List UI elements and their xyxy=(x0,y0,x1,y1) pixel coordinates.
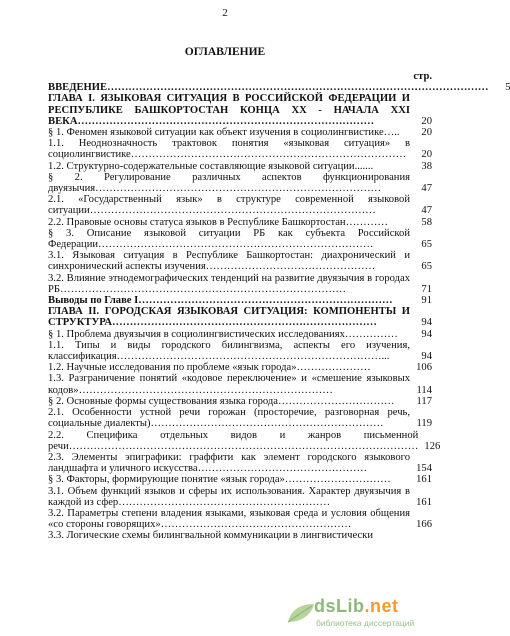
toc-title: ОГЛАВЛЕНИЕ xyxy=(184,46,266,58)
toc-entry xyxy=(48,273,432,295)
toc-entry xyxy=(48,452,432,474)
toc-entry-page: 5 xyxy=(505,82,510,94)
toc-entry xyxy=(48,82,510,94)
toc-entry xyxy=(48,250,432,272)
toc-entry-page: 65 xyxy=(421,261,432,273)
toc-entry-text: § 3. Факторы, формирующие понятие «язык города»………………………… xyxy=(48,474,391,486)
toc-entry-page: 161 xyxy=(416,496,432,508)
toc-entry-text: 2.2. Правовые основы статуса языков в Республике Башкортостан………… xyxy=(48,216,388,228)
page-column-header: стр. xyxy=(413,71,432,82)
toc-entry-page: 71 xyxy=(421,283,432,295)
toc-entry xyxy=(48,93,432,127)
toc-entry-page: 114 xyxy=(416,384,432,396)
toc-entry xyxy=(48,172,432,194)
toc-entry xyxy=(48,396,432,407)
toc-entry-page: 94 xyxy=(421,351,432,363)
toc-entry-page: 47 xyxy=(421,205,432,217)
toc-entries xyxy=(48,82,510,542)
toc-entry-page: 117 xyxy=(416,395,432,407)
toc-entry xyxy=(48,127,432,138)
toc-entry xyxy=(48,486,432,508)
dslib-logo-left: dsLib xyxy=(314,596,365,616)
toc-entry-text: 2.1. Особенности устной речи горожан (просторечие, разговорная речь, социальные диалекты)………………………………………………………… xyxy=(48,407,410,430)
toc-entry-text: 3.2. Параметры степени владения языками, языковая среда и условия общения «со стороны говорящих»……………………………………………… xyxy=(48,507,410,531)
dslib-logo-right: .net xyxy=(364,596,399,616)
toc-entry-text: 3.3. Логические схемы билингвальной коммуникации в лингвистически xyxy=(48,530,373,542)
toc-entry-text: 3.1. Языковая ситуация в Республике Башкортостан: диахронический и синхронический аспекты изучения………………………………………… xyxy=(48,250,410,273)
toc-entry-text: § 3. Описание языковой ситуации РБ как субъекта Российской Федерации…………………………………………………………………… xyxy=(48,227,410,251)
toc-entry-text: 1.1. Неоднозначность трактовок понятия «языковая ситуация» в социолингвистике…………………………………………………………………… xyxy=(48,138,410,161)
toc-entry xyxy=(48,362,432,373)
toc-entry xyxy=(48,329,432,340)
toc-entry-text: 2.2. Специфика отдельных видов и жанров письменной речи……………………………………………………………………………………… xyxy=(48,429,419,452)
toc-entry xyxy=(48,217,432,228)
leaf-icon xyxy=(286,602,316,624)
toc-entry xyxy=(48,138,432,160)
toc-entry-page: 161 xyxy=(416,474,432,486)
toc-entry-text: 1.2. Структурно-содержательные составляющие языковой ситуации....... xyxy=(48,160,374,172)
toc-entry-page: 20 xyxy=(421,149,432,161)
toc-entry xyxy=(48,407,432,429)
dslib-logo xyxy=(314,596,399,617)
toc-entry-text: 3.2. Влияние этнодемографических тенденций на развитие двуязычия в городах РБ……………………………………………………………………… xyxy=(48,272,410,295)
toc-entry-page: 94 xyxy=(421,328,432,340)
toc-entry xyxy=(48,295,432,306)
toc-entry-page: 126 xyxy=(424,440,441,452)
page-number: 2 xyxy=(222,7,228,19)
toc-entry xyxy=(48,228,432,250)
toc-entry-text: § 2. Регулирование различных аспектов функционирования двуязычия……………………………………………………………………… xyxy=(48,171,410,195)
toc-entry xyxy=(48,373,432,395)
toc-entry-text: 1.1. Типы и виды городского билингвизма, аспекты его изучения, классификация…………………………………………………………………... xyxy=(48,339,410,363)
toc-entry-text: ГЛАВА I. ЯЗЫКОВАЯ СИТУАЦИЯ В РОССИЙСКОЙ ФЕДЕРАЦИИ И РЕСПУБЛИКЕ БАШКОРТОСТАН КОНЦА XX - НАЧАЛА XXI ВЕКА………………………………………………………………………… xyxy=(48,93,410,127)
toc-entry xyxy=(48,429,441,452)
toc-entry xyxy=(48,161,432,172)
toc-entry xyxy=(48,508,432,530)
toc-entry xyxy=(48,194,432,216)
toc-entry-text: 1.3. Разграничение понятий «кодовое переключение» и «смешение языковых кодов»……………………………………………………………… xyxy=(48,373,410,396)
toc-entry-page: 65 xyxy=(421,239,432,251)
toc-entry-page: 166 xyxy=(416,519,432,531)
toc-entry xyxy=(48,340,432,362)
toc-entry-page: 20 xyxy=(421,127,432,139)
toc-entry-text: Выводы по Главе I……………………………………………………………… xyxy=(48,295,393,307)
toc-entry-page: 38 xyxy=(421,160,432,172)
toc-entry-text: ГЛАВА II. ГОРОДСКАЯ ЯЗЫКОВАЯ СИТУАЦИЯ: КОМПОНЕНТЫ И СТРУКТУРА………………………………………………………………… xyxy=(48,306,410,329)
dslib-subtitle: библиотека диссертаций xyxy=(316,618,415,628)
toc-entry xyxy=(48,530,432,541)
toc-entry-text: ВВЕДЕНИЕ……………………………………………………………………………………………… xyxy=(48,82,489,94)
toc-entry-page: 58 xyxy=(421,216,432,228)
toc-entry-page: 154 xyxy=(416,463,432,475)
toc-entry-text: 2.1. «Государственный язык» в структуре современной языковой ситуации……………………………………………………………………… xyxy=(48,194,410,217)
toc-entry-page: 91 xyxy=(421,295,432,307)
toc-entry-text: 3.1. Объем функций языков и сферы их использования. Характер двуязычия в каждой из сфер…………………………………………………… xyxy=(48,485,410,508)
toc-entry-page: 106 xyxy=(416,362,432,374)
toc-entry-text: § 1. Проблема двуязычия в социолингвистических исследованиях…………… xyxy=(48,328,398,340)
toc-entry-page: 47 xyxy=(421,183,432,195)
toc-entry-page: 119 xyxy=(416,418,432,430)
table-of-contents xyxy=(48,71,510,542)
toc-entry-text: 1.2. Научные исследования по проблеме «язык города»………………… xyxy=(48,362,371,374)
toc-entry xyxy=(48,474,432,485)
toc-entry-page: 94 xyxy=(421,317,432,329)
toc-entry-text: § 1. Феномен языковой ситуации как объект изучения в социолингвистике….. xyxy=(48,127,400,139)
toc-entry xyxy=(48,306,432,328)
toc-entry-page: 20 xyxy=(421,115,432,127)
toc-entry-text: 2.3. Элементы эпиграфики: граффити как элемент городского языкового ландшафта и уличного искусства………………………………………… xyxy=(48,451,410,475)
dslib-watermark xyxy=(286,594,446,634)
toc-entry-text: § 2. Основные формы существования языка города…………………………… xyxy=(48,395,395,407)
